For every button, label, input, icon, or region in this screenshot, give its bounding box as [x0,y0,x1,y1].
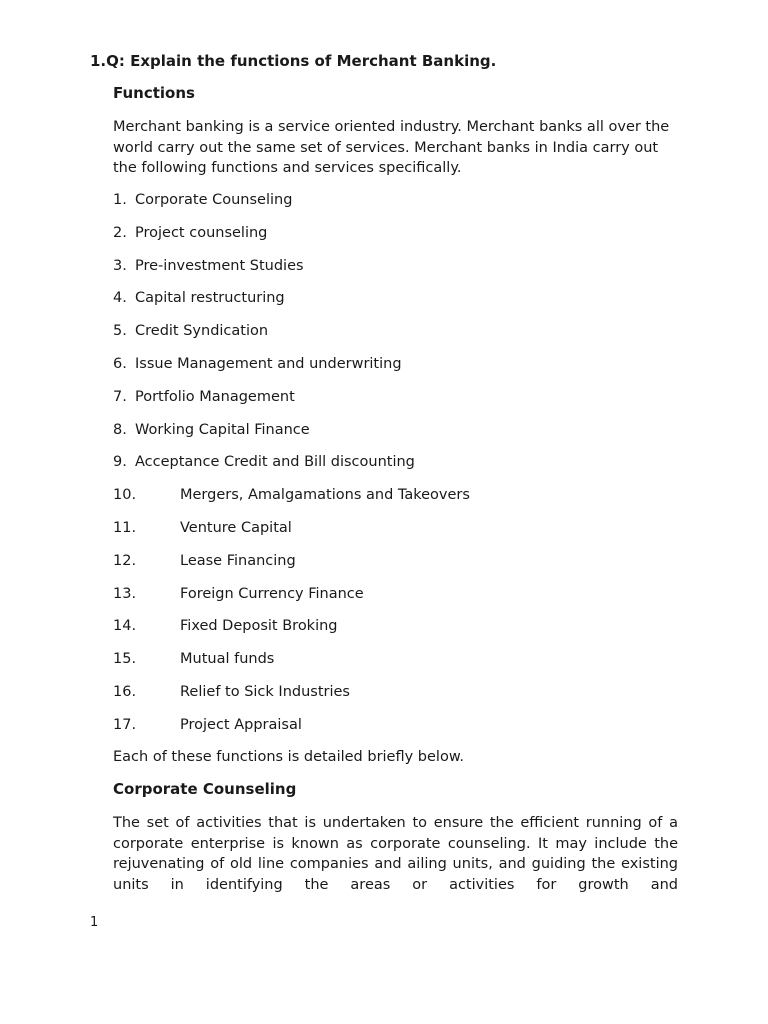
function-list-item [113,190,470,223]
function-list-item [113,682,470,715]
function-list-item [113,518,470,551]
function-list-item [113,649,470,682]
function-number: 1. [113,192,127,208]
function-number: 11. [113,519,137,536]
function-list-item [113,715,470,748]
function-number: 13. [113,585,137,602]
function-number: 14. [113,618,137,635]
function-label: Relief to Sick Industries [180,683,350,700]
function-number: 9. [113,454,127,471]
function-list-item [113,223,470,256]
function-list-item [113,321,470,354]
function-number: 12. [113,552,137,569]
function-list-item [113,354,470,387]
functions-list [113,190,470,748]
function-number: 16. [113,683,137,700]
function-list-item [113,288,470,321]
function-label: Portfolio Management [135,388,295,405]
function-label: Acceptance Credit and Bill discounting [135,454,415,471]
function-label: Lease Financing [180,552,296,569]
function-label: Project Appraisal [180,716,302,733]
function-label: Fixed Deposit Broking [180,618,338,635]
function-label: Project counseling [135,224,268,241]
function-label: Corporate Counseling [135,192,293,208]
function-label: Issue Management and underwriting [135,355,402,372]
corporate-counseling-heading: Corporate Counseling [113,780,297,798]
function-list-item [113,420,470,453]
function-label: Working Capital Finance [135,421,310,438]
functions-heading: Functions [113,84,195,102]
page-number: 1 [90,915,99,930]
function-list-item [113,616,470,649]
question-title: 1.Q: Explain the functions of Merchant Banking. [90,52,497,70]
detail-note: Each of these functions is detailed briefly below. [113,749,464,765]
corporate-counseling-paragraph: The set of activities that is undertaken to ensure the efficient running of a corporate enterprise is known as corporate counseling. It may include the rejuvenating of old line companies and ailing units, and guiding the existing units in identifying the areas or activities for growth and [113,815,678,893]
function-label: Credit Syndication [135,323,269,340]
function-list-item [113,551,470,584]
function-number: 7. [113,388,127,405]
function-number: 10. [113,487,137,504]
intro-paragraph: Merchant banking is a service oriented industry. Merchant banks all over the world carry out the same set of services. Merchant banks in India carry out the following functions and services specifically. [113,119,670,176]
function-label: Pre-investment Studies [135,257,304,274]
function-number: 5. [113,323,127,340]
function-list-item [113,256,470,289]
function-number: 17. [113,716,137,733]
function-number: 6. [113,355,127,372]
function-label: Mutual funds [180,651,275,668]
function-number: 15. [113,651,137,668]
function-list-item [113,452,470,485]
function-label: Mergers, Amalgamations and Takeovers [180,487,470,504]
function-label: Venture Capital [180,519,292,536]
function-label: Foreign Currency Finance [180,585,364,602]
function-list-item [113,485,470,518]
function-list-item [113,387,470,420]
function-list-item [113,584,470,617]
function-number: 3. [113,257,127,274]
function-number: 8. [113,421,127,438]
function-label: Capital restructuring [135,290,285,307]
function-number: 4. [113,290,127,307]
function-number: 2. [113,224,127,241]
